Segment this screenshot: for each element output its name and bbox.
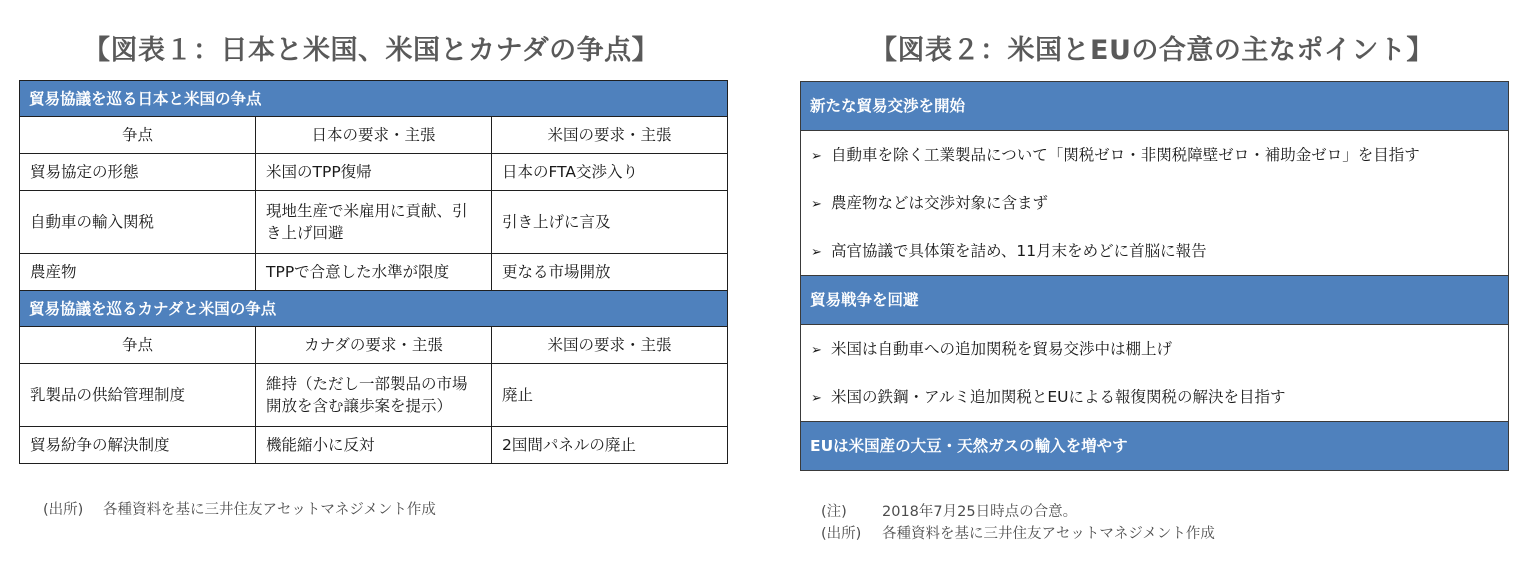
section-title: 貿易戦争を回避 (801, 275, 1508, 325)
note-label: (注) (821, 504, 847, 520)
list-item (801, 227, 1508, 275)
table-cell: 廃止 (492, 364, 728, 427)
column-header: 米国の要求・主張 (492, 327, 728, 364)
table-cell: TPPで合意した水準が限度 (256, 254, 492, 291)
table-cell: 貿易紛争の解決制度 (20, 427, 256, 464)
table-row (20, 254, 728, 291)
figure1-title: 【図表１：日本と米国、米国とカナダの争点】 (83, 35, 660, 66)
table-row (20, 427, 728, 464)
figure1-source (43, 498, 436, 519)
section-items (801, 325, 1508, 421)
list-item-text: 農産物などは交渉対象に含まず (831, 194, 1049, 212)
arrow-bullet-icon: ➢ (811, 343, 822, 358)
source-label: (出所) (821, 526, 862, 542)
column-header: 米国の要求・主張 (492, 117, 728, 154)
table-cell: 現地生産で米雇用に貢献、引き上げ回避 (256, 191, 492, 254)
list-item (801, 179, 1508, 227)
section-title: 新たな貿易交渉を開始 (801, 82, 1508, 131)
section-header-canada-us (20, 291, 728, 327)
table-cell: 米国のTPP復帰 (256, 154, 492, 191)
source-label: (出所) (43, 502, 84, 518)
table-cell: 機能縮小に反対 (256, 427, 492, 464)
list-item-text: 米国の鉄鋼・アルミ追加関税とEUによる報復関税の解決を目指す (831, 388, 1286, 406)
section-title: EUは米国産の大豆・天然ガスの輸入を増やす (801, 421, 1508, 470)
figure2-source (821, 522, 1215, 543)
column-header: カナダの要求・主張 (256, 327, 492, 364)
table-cell: 更なる市場開放 (492, 254, 728, 291)
japan-us-canada-table (19, 80, 728, 464)
arrow-bullet-icon: ➢ (811, 245, 822, 260)
figure2-title: 【図表２：米国とEUの合意の主なポイント】 (870, 35, 1434, 66)
note-text: 2018年7月25日時点の合意。 (882, 504, 1078, 520)
list-item-text: 高官協議で具体策を詰め、11月末をめどに首脳に報告 (831, 242, 1207, 260)
column-header-row (20, 117, 728, 154)
table-cell: 2国間パネルの廃止 (492, 427, 728, 464)
list-item-text: 自動車を除く工業製品について「関税ゼロ・非関税障壁ゼロ・補助金ゼロ」を目指す (831, 146, 1420, 164)
column-header: 争点 (20, 117, 256, 154)
table-cell: 貿易協定の形態 (20, 154, 256, 191)
source-text: 各種資料を基に三井住友アセットマネジメント作成 (882, 526, 1215, 542)
column-header: 争点 (20, 327, 256, 364)
table-row (20, 364, 728, 427)
list-item (801, 131, 1508, 179)
table-cell: 農産物 (20, 254, 256, 291)
table-cell: 引き上げに言及 (492, 191, 728, 254)
us-eu-agreement-box (800, 81, 1509, 471)
list-item-text: 米国は自動車への追加関税を貿易交渉中は棚上げ (831, 340, 1173, 358)
table-cell: 維持（ただし一部製品の市場開放を含む譲歩案を提示） (256, 364, 492, 427)
arrow-bullet-icon: ➢ (811, 391, 822, 406)
table-cell: 日本のFTA交渉入り (492, 154, 728, 191)
list-item (801, 373, 1508, 421)
list-item (801, 325, 1508, 373)
section-title: 貿易協議を巡るカナダと米国の争点 (20, 291, 728, 327)
section-title: 貿易協議を巡る日本と米国の争点 (20, 81, 728, 117)
source-text: 各種資料を基に三井住友アセットマネジメント作成 (103, 502, 436, 518)
section-items (801, 131, 1508, 275)
table-cell: 乳製品の供給管理制度 (20, 364, 256, 427)
table-row (20, 154, 728, 191)
figure2-note (821, 500, 1077, 521)
table-cell: 自動車の輸入関税 (20, 191, 256, 254)
column-header-row (20, 327, 728, 364)
table-row (20, 191, 728, 254)
arrow-bullet-icon: ➢ (811, 197, 822, 212)
section-header-japan-us (20, 81, 728, 117)
arrow-bullet-icon: ➢ (811, 149, 822, 164)
column-header: 日本の要求・主張 (256, 117, 492, 154)
